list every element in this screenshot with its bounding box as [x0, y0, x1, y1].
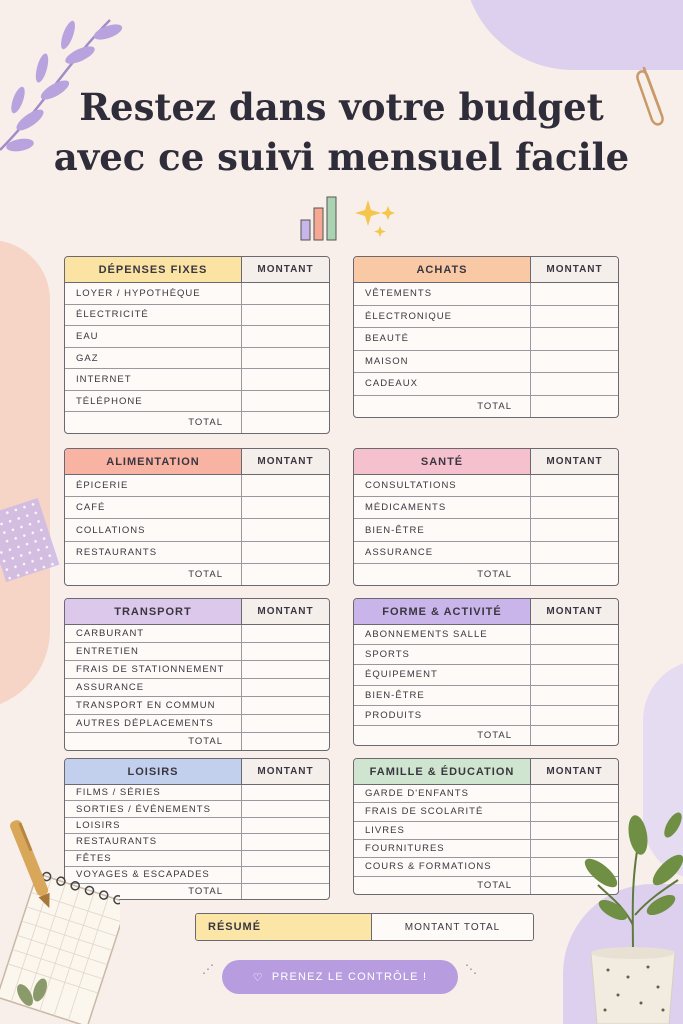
row-label: FRAIS DE STATIONNEMENT: [76, 664, 225, 675]
amount-cell[interactable]: [241, 497, 329, 518]
amount-cell[interactable]: [241, 542, 329, 563]
table-row: [65, 625, 329, 643]
row-label: ÉLECTRONIQUE: [365, 310, 452, 322]
amount-cell[interactable]: [241, 679, 329, 696]
total-amount-cell[interactable]: [530, 726, 618, 745]
row-label: ÉQUIPEMENT: [365, 669, 438, 681]
total-row: [354, 564, 618, 585]
row-label: GAZ: [76, 352, 99, 364]
table-row: [354, 645, 618, 665]
total-label: TOTAL: [188, 736, 223, 747]
table-header: [65, 449, 329, 475]
amount-cell[interactable]: [241, 867, 329, 882]
row-label: CONSULTATIONS: [365, 480, 457, 492]
total-amount-cell[interactable]: [241, 412, 329, 433]
row-label: FRAIS DE SCOLARITÉ: [365, 806, 484, 818]
potted-plant-icon: [583, 805, 683, 1024]
amount-cell[interactable]: [241, 661, 329, 678]
amount-cell[interactable]: [241, 834, 329, 849]
table-category-title: FAMILLE & ÉDUCATION: [354, 759, 530, 784]
table-depenses-fixes: [64, 256, 330, 434]
row-label: BIEN-ÊTRE: [365, 689, 425, 701]
table-famille-education: [353, 758, 619, 895]
row-label: ÉPICERIE: [76, 480, 129, 492]
amount-cell[interactable]: [530, 519, 618, 540]
table-row: [354, 625, 618, 645]
table-row: [354, 306, 618, 329]
total-label: TOTAL: [188, 417, 223, 429]
table-sante: [353, 448, 619, 586]
total-row: [354, 877, 618, 894]
washi-tape: [0, 498, 59, 582]
table-row: [65, 305, 329, 327]
row-label: INTERNET: [76, 374, 132, 386]
sparkle-left-icon: ⋰: [202, 962, 214, 976]
row-label: PRODUITS: [365, 709, 423, 721]
total-amount-cell[interactable]: [241, 884, 329, 899]
table-row: [354, 840, 618, 858]
amount-cell[interactable]: [530, 328, 618, 350]
table-achats: [353, 256, 619, 418]
row-label: VÊTEMENTS: [365, 288, 433, 300]
table-row: [354, 785, 618, 803]
bar-chart-icon: [298, 194, 346, 244]
title-line-1: Restez dans votre budget: [79, 85, 604, 129]
row-label: TÉLÉPHONE: [76, 395, 143, 407]
row-label: CAFÉ: [76, 502, 106, 514]
table-category-title: TRANSPORT: [65, 599, 241, 624]
table-transport: [64, 598, 330, 751]
amount-cell[interactable]: [241, 391, 329, 412]
amount-cell[interactable]: [241, 715, 329, 732]
amount-column-header: MONTANT: [530, 257, 618, 282]
row-label: MAISON: [365, 355, 409, 367]
total-amount-cell[interactable]: [530, 564, 618, 585]
heart-icon: ♡: [252, 971, 264, 984]
table-row: [65, 391, 329, 413]
cta-button[interactable]: [222, 960, 458, 994]
row-label: COLLATIONS: [76, 524, 146, 536]
amount-cell[interactable]: [530, 306, 618, 328]
total-amount-cell[interactable]: [241, 733, 329, 750]
sparkle-icon: [354, 198, 400, 242]
total-row: [354, 396, 618, 418]
table-header: [65, 257, 329, 283]
row-label: CARBURANT: [76, 628, 145, 639]
table-row: [65, 661, 329, 679]
amount-cell[interactable]: [241, 519, 329, 540]
amount-cell[interactable]: [530, 351, 618, 373]
amount-cell[interactable]: [530, 625, 618, 644]
table-row: [65, 497, 329, 519]
table-category-title: FORME & ACTIVITÉ: [354, 599, 530, 624]
row-label: FOURNITURES: [365, 843, 445, 855]
table-alimentation: [64, 448, 330, 586]
amount-cell[interactable]: [530, 706, 618, 725]
total-label: TOTAL: [188, 568, 223, 580]
row-label: LOISIRS: [76, 820, 121, 832]
amount-column-header: MONTANT: [241, 257, 329, 282]
total-label: TOTAL: [477, 568, 512, 580]
amount-cell[interactable]: [530, 686, 618, 705]
amount-column-header: MONTANT: [530, 599, 618, 624]
amount-column-header: MONTANT: [530, 449, 618, 474]
amount-cell[interactable]: [530, 373, 618, 395]
table-row: [354, 686, 618, 706]
amount-cell[interactable]: [241, 283, 329, 304]
row-label: ENTRETIEN: [76, 646, 139, 657]
table-row: [65, 369, 329, 391]
table-category-title: DÉPENSES FIXES: [65, 257, 241, 282]
amount-cell[interactable]: [241, 785, 329, 800]
amount-cell[interactable]: [530, 785, 618, 802]
summary-total-amount[interactable]: MONTANT TOTAL: [372, 914, 533, 940]
row-label: VOYAGES & ESCAPADES: [76, 869, 210, 881]
table-row: [65, 519, 329, 541]
total-amount-cell[interactable]: [530, 396, 618, 418]
total-row: [65, 412, 329, 433]
amount-cell[interactable]: [241, 801, 329, 816]
table-row: [354, 858, 618, 876]
amount-cell[interactable]: [241, 305, 329, 326]
pen-icon: [8, 815, 58, 915]
decor-blob-left: [0, 240, 50, 710]
amount-cell[interactable]: [241, 697, 329, 714]
row-label: ÉLECTRICITÉ: [76, 309, 149, 321]
row-label: RESTAURANTS: [76, 546, 158, 558]
row-label: ABONNEMENTS SALLE: [365, 629, 488, 641]
table-forme-activite: [353, 598, 619, 746]
table-row: [354, 803, 618, 821]
table-row: [354, 519, 618, 541]
table-row: [65, 697, 329, 715]
amount-column-header: MONTANT: [530, 759, 618, 784]
row-label: BIEN-ÊTRE: [365, 524, 425, 536]
table-header: [65, 759, 329, 785]
title-line-2: avec ce suivi mensuel facile: [53, 135, 630, 179]
total-label: TOTAL: [477, 400, 512, 412]
amount-cell[interactable]: [530, 542, 618, 563]
row-label: MÉDICAMENTS: [365, 502, 447, 514]
table-category-title: LOISIRS: [65, 759, 241, 784]
table-row: [354, 665, 618, 685]
table-category-title: ALIMENTATION: [65, 449, 241, 474]
summary-label: RÉSUMÉ: [196, 914, 372, 940]
amount-cell[interactable]: [241, 326, 329, 347]
table-header: [354, 257, 618, 283]
amount-cell[interactable]: [530, 475, 618, 496]
table-row: [65, 542, 329, 564]
table-row: [354, 475, 618, 497]
table-category-title: ACHATS: [354, 257, 530, 282]
amount-cell[interactable]: [530, 665, 618, 684]
row-label: LOYER / HYPOTHÈQUE: [76, 287, 201, 299]
table-row: [65, 679, 329, 697]
cta-label: PRENEZ LE CONTRÔLE !: [271, 971, 428, 983]
total-label: TOTAL: [188, 885, 223, 897]
amount-cell[interactable]: [530, 283, 618, 305]
page-title: [0, 82, 683, 182]
row-label: LIVRES: [365, 824, 405, 836]
table-row: [65, 283, 329, 305]
table-header: [354, 759, 618, 785]
table-row: [354, 373, 618, 396]
amount-cell[interactable]: [530, 497, 618, 518]
table-row: [65, 475, 329, 497]
row-label: AUTRES DÉPLACEMENTS: [76, 718, 214, 729]
table-row: [354, 283, 618, 306]
total-amount-cell[interactable]: [241, 564, 329, 585]
row-label: TRANSPORT EN COMMUN: [76, 700, 216, 711]
table-row: [354, 328, 618, 351]
row-label: FILMS / SÉRIES: [76, 787, 161, 799]
row-label: FÊTES: [76, 852, 112, 864]
amount-column-header: MONTANT: [241, 759, 329, 784]
table-row: [354, 497, 618, 519]
amount-cell[interactable]: [241, 851, 329, 866]
row-label: ASSURANCE: [76, 682, 145, 693]
total-label: TOTAL: [477, 879, 512, 891]
table-row: [354, 822, 618, 840]
summary-bar: [195, 913, 534, 941]
amount-cell[interactable]: [241, 369, 329, 390]
table-header: [65, 599, 329, 625]
row-label: RESTAURANTS: [76, 836, 158, 848]
table-row: [65, 326, 329, 348]
total-row: [65, 733, 329, 750]
table-row: [65, 785, 329, 801]
amount-column-header: MONTANT: [241, 449, 329, 474]
total-label: TOTAL: [477, 729, 512, 741]
total-row: [65, 564, 329, 585]
amount-cell[interactable]: [530, 645, 618, 664]
row-label: ASSURANCE: [365, 546, 434, 558]
table-category-title: SANTÉ: [354, 449, 530, 474]
table-row: [65, 643, 329, 661]
amount-cell[interactable]: [241, 348, 329, 369]
table-row: [65, 715, 329, 733]
amount-cell[interactable]: [241, 818, 329, 833]
table-row: [354, 706, 618, 726]
table-header: [354, 449, 618, 475]
row-label: SPORTS: [365, 649, 410, 661]
total-row: [354, 726, 618, 745]
table-row: [354, 351, 618, 374]
row-label: GARDE D'ENFANTS: [365, 788, 469, 800]
row-label: EAU: [76, 330, 99, 342]
row-label: CADEAUX: [365, 378, 418, 390]
row-label: COURS & FORMATIONS: [365, 861, 492, 873]
amount-cell[interactable]: [241, 475, 329, 496]
sparkle-right-icon: ⋱: [465, 962, 477, 976]
row-label: SORTIES / ÉVÉNEMENTS: [76, 803, 211, 815]
amount-column-header: MONTANT: [241, 599, 329, 624]
table-header: [354, 599, 618, 625]
table-row: [65, 348, 329, 370]
row-label: BEAUTÉ: [365, 333, 410, 345]
table-row: [354, 542, 618, 564]
amount-cell[interactable]: [241, 625, 329, 642]
amount-cell[interactable]: [241, 643, 329, 660]
